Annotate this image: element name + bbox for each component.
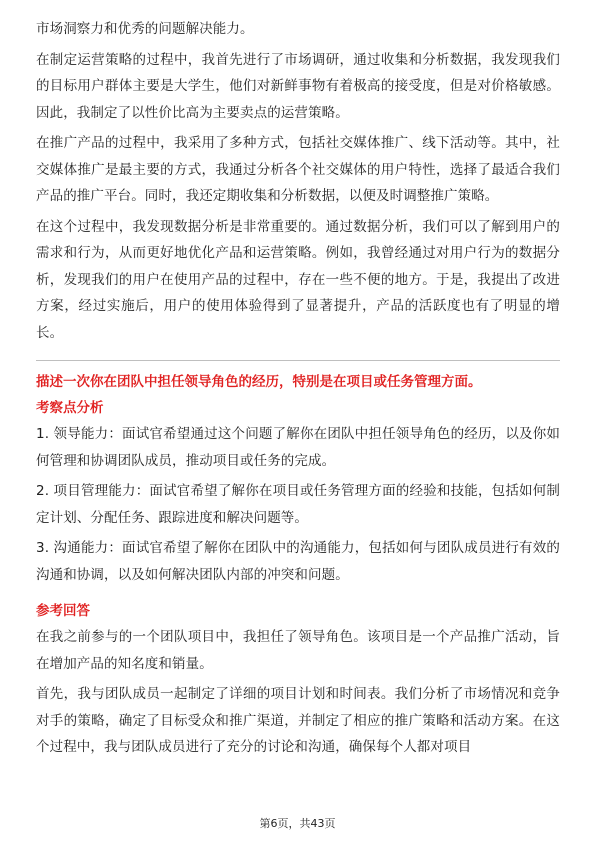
intro-paragraph-4: 在这个过程中，我发现数据分析是非常重要的。通过数据分析，我们可以了解到用户的需求和行为，从而更好地优化产品和运营策略。例如，我曾经通过对用户行为的数据分析，发现我们的用户在使用产品的过程中，存在一些不便的地方。于是，我提出了改进方案，经过实施后，用户的使用体验得到了显著提升，产品的活跃度也有了明显的增长。 [36,218,560,341]
intro-paragraph-3: 在推广产品的过程中，我采用了多种方式，包括社交媒体推广、线下活动等。其中，社交媒体推广是最主要的方式，我通过分析各个社交媒体的用户特性，选择了最适合我们产品的推广平台。同时，我还定期收集和分析数据，以便及时调整推广策略。 [36,135,560,204]
document-body [36,16,560,761]
analysis-item-1: 1. 领导能力：面试官希望通过这个问题了解你在团队中担任领导角色的经历，以及你如何管理和协调团队成员，推动项目或任务的完成。 [36,426,560,469]
analysis-item-2: 2. 项目管理能力：面试官希望了解你在项目或任务管理方面的经验和技能，包括如何制定计划、分配任务、跟踪进度和解决问题等。 [36,483,560,526]
page-number: 第6页，共43页 [259,817,336,830]
section-divider [36,360,560,361]
intro-paragraph-1: 市场洞察力和优秀的问题解决能力。 [36,21,254,37]
answer-paragraph-2: 首先，我与团队成员一起制定了详细的项目计划和时间表。我们分析了市场情况和竞争对手的策略，确定了目标受众和推广渠道，并制定了相应的推广策略和活动方案。在这个过程中，我与团队成员进行了充分的讨论和沟通，确保每个人都对项目 [36,686,560,755]
intro-paragraph-2: 在制定运营策略的过程中，我首先进行了市场调研，通过收集和分析数据，我发现我们的目标用户群体主要是大学生，他们对新鲜事物有着极高的接受度，但是对价格敏感。因此，我制定了以性价比高为主要卖点的运营策略。 [36,51,560,121]
answer-heading: 参考回答 [36,603,90,619]
analysis-heading: 考察点分析 [36,400,104,416]
answer-paragraph-1: 在我之前参与的一个团队项目中，我担任了领导角色。该项目是一个产品推广活动，旨在增加产品的知名度和销量。 [36,629,560,672]
interview-question: 描述一次你在团队中担任领导角色的经历，特别是在项目或任务管理方面。 [36,374,482,390]
analysis-item-3: 3. 沟通能力：面试官希望了解你在团队中的沟通能力，包括如何与团队成员进行有效的沟通和协调，以及如何解决团队内部的冲突和问题。 [36,540,560,583]
